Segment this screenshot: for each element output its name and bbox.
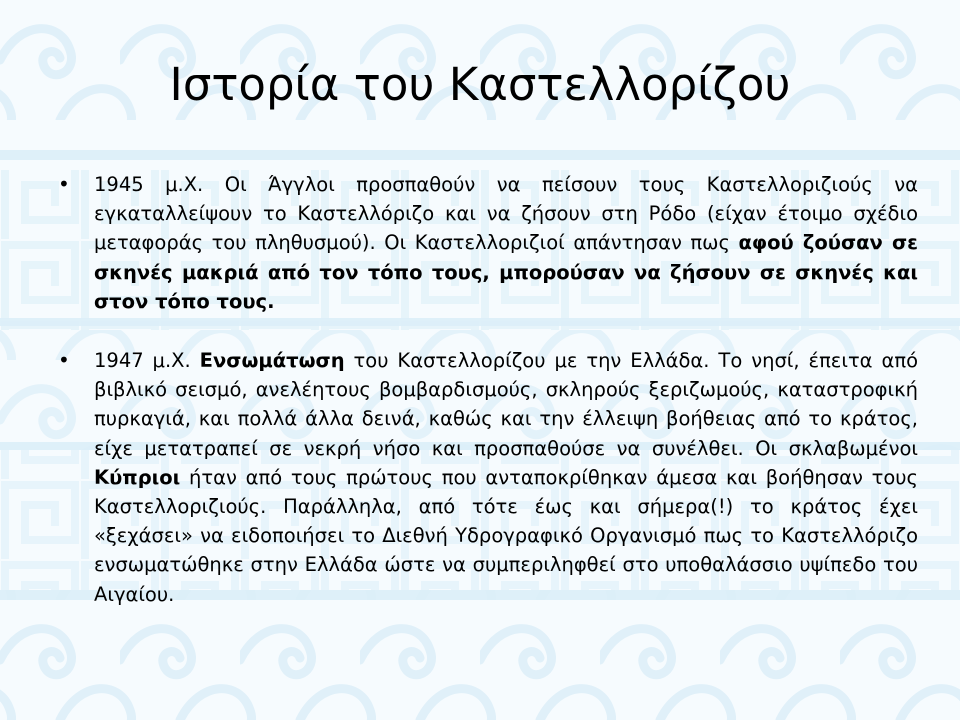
bullet-1947-bold-cypriots: Κύπριοι: [94, 465, 181, 489]
bullet-1947: [58, 346, 918, 609]
bullet-1947-text-b: ήταν από τους πρώτους που ανταποκρίθηκαν άμεσα και βοήθησαν τους Καστελλοριζιούς. Παράλληλα, από τότε έως και σήμερα(!) το κράτος έχει «ξεχάσει» να ειδοποιήσει το Διεθνή Υδρογραφικό Οργανισμό πως το Καστελλόριζο ενσωματώθηκε στην Ελλάδα ώστε να συμπεριληφθεί στο υποθαλάσσιο υψίπεδο του Αιγαίου.: [94, 465, 918, 606]
slide-title: Ιστορία του Καστελλορίζου: [169, 58, 791, 111]
bullet-1945-bold-quote: αφού ζούσαν σε σκηνές μακριά από τον τόπο τους, μπορούσαν να ζήσουν σε σκηνές και στον τόπο τους.: [94, 231, 918, 313]
bullet-list: [58, 170, 918, 609]
bullet-1947-bold-incorporation: Ενσωμάτωση: [199, 349, 345, 373]
bullet-marker: •: [58, 348, 70, 373]
bullet-1945: [58, 170, 918, 316]
bullet-1947-year: 1947 μ.Χ.: [94, 349, 200, 373]
bullet-1945-text: 1945 μ.Χ. Οι Άγγλοι προσπαθούν να πείσουν τους Καστελλοριζιούς να εγκαταλλείψουν το Καστελλόριζο και να ζήσουν στη Ρόδο (είχαν έτοιμο σχέδιο μεταφοράς του πληθυσμού). Οι Καστελλοριζιοί απάντησαν πως: [94, 173, 918, 255]
bullet-1947-text-a: του Καστελλορίζου με την Ελλάδα. Το νησί, έπειτα από βιβλικό σεισμό, ανελέητους βομβαρδισμούς, σκληρούς ξεριζωμούς, καταστροφική πυρκαγιά, και πολλά άλλα δεινά, καθώς και την έλλειψη βοήθειας από το κράτος, είχε μετατραπεί σε νεκρή νήσο και προσπαθούσε να συνέλθει. Οι σκλαβωμένοι: [94, 349, 918, 460]
bullet-marker: •: [58, 172, 70, 196]
